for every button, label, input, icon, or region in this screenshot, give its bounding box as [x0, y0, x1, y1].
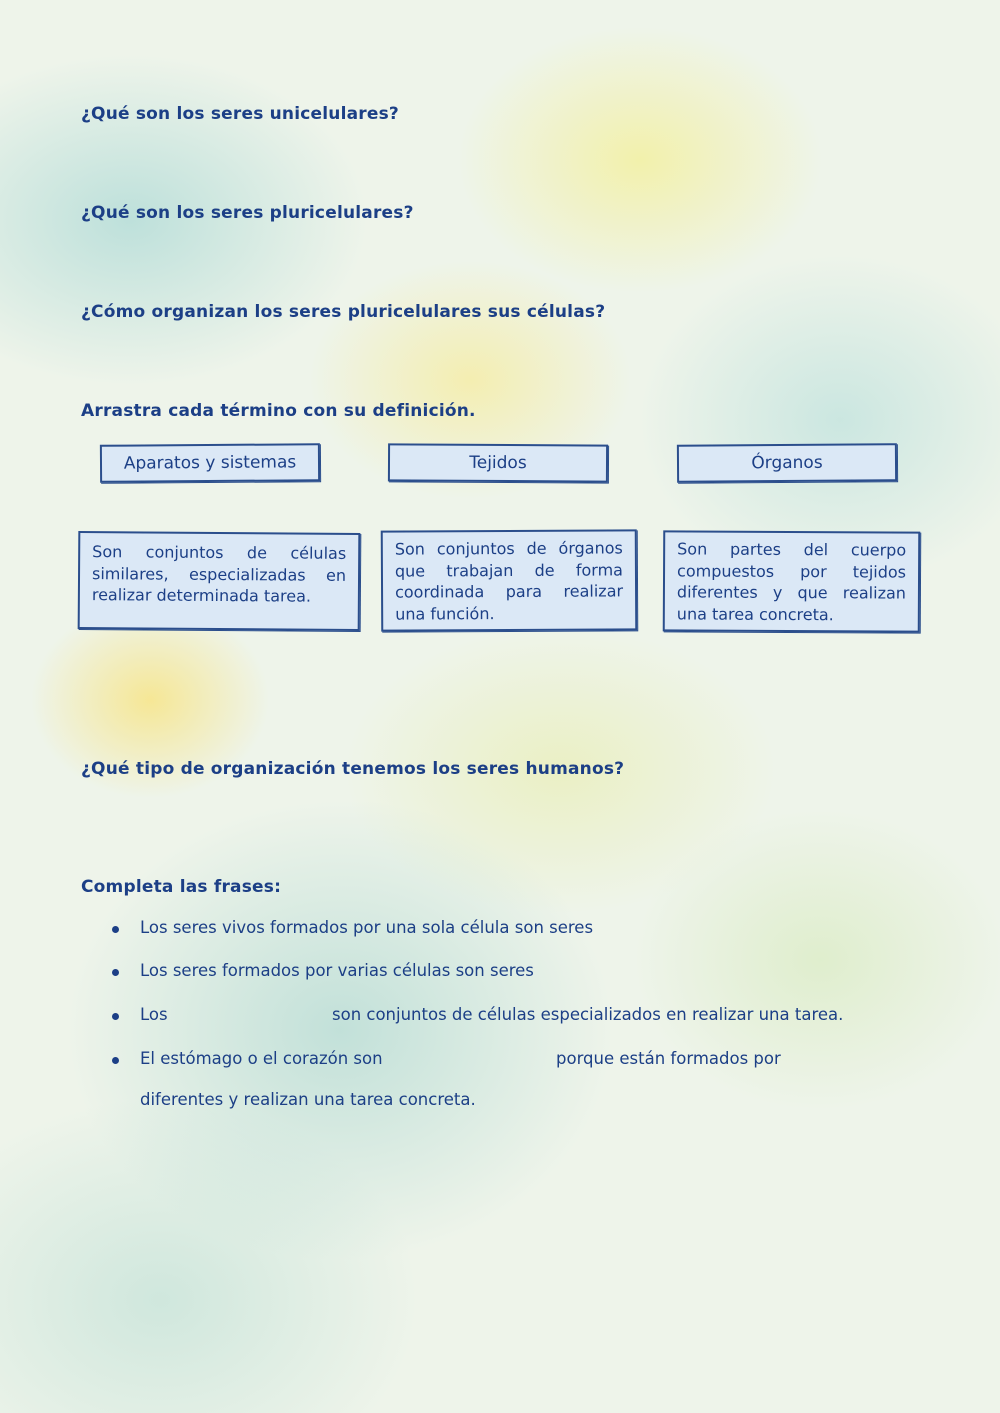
sentence-1-text: Los seres vivos formados por una sola célula son seres: [140, 918, 594, 937]
bullet-3: [110, 1005, 120, 1025]
sentence-3-text-start: Los: [140, 1005, 168, 1024]
sentence-4-text-end: diferentes y realizan una tarea concreta.: [140, 1090, 476, 1109]
complete-instruction: Completa las frases:: [81, 877, 282, 897]
question-unicelulares: ¿Qué son los seres unicelulares?: [81, 104, 399, 124]
definition-card-2[interactable]: [381, 529, 638, 631]
sentence-4-text-start: El estómago o el corazón son: [140, 1049, 383, 1068]
definition-text-1: Son conjuntos de células similares, especializadas en realizar determinada tarea.: [91, 542, 347, 606]
answer-field-pluricelulares[interactable]: [81, 233, 921, 283]
answer-field-organizacion[interactable]: [81, 332, 921, 382]
blank-sentence-2[interactable]: [582, 958, 742, 984]
sentence-3-text-end: son conjuntos de células especializados en realizar una tarea.: [332, 1005, 844, 1024]
question-pluricelulares: ¿Qué son los seres pluricelulares?: [81, 203, 414, 223]
definition-card-1[interactable]: [78, 531, 361, 631]
definition-card-3[interactable]: [663, 530, 921, 632]
bullet-2: [110, 961, 120, 981]
answer-field-unicelulares[interactable]: [81, 134, 921, 184]
blank-sentence-3[interactable]: [185, 1002, 325, 1028]
drag-instruction: Arrastra cada término con su definición.: [81, 401, 476, 421]
term-organos[interactable]: Órganos: [677, 443, 897, 483]
term-tejidos[interactable]: Tejidos: [388, 443, 608, 482]
bullet-4: [110, 1049, 120, 1069]
question-organizacion-celulas: ¿Cómo organizan los seres pluricelulares sus células?: [81, 302, 606, 322]
blank-sentence-4b[interactable]: [800, 1046, 960, 1072]
sentence-2-text: Los seres formados por varias células son seres: [140, 961, 534, 980]
question-organizacion-humanos: ¿Qué tipo de organización tenemos los seres humanos?: [81, 759, 625, 779]
definition-text-2: Son conjuntos de órganos que trabajan de forma coordinada para realizar una función.: [394, 538, 624, 624]
definition-text-3: Son partes del cuerpo compuestos por tejidos diferentes y que realizan una tarea concreta.: [676, 539, 907, 624]
blank-sentence-1[interactable]: [645, 915, 805, 941]
term-aparatos-sistemas[interactable]: Aparatos y sistemas: [100, 443, 320, 483]
bullet-1: [110, 918, 120, 938]
blank-sentence-4a[interactable]: [413, 1046, 548, 1072]
sentence-4-text-middle: porque están formados por: [556, 1049, 781, 1068]
answer-field-humanos[interactable]: [81, 789, 921, 849]
